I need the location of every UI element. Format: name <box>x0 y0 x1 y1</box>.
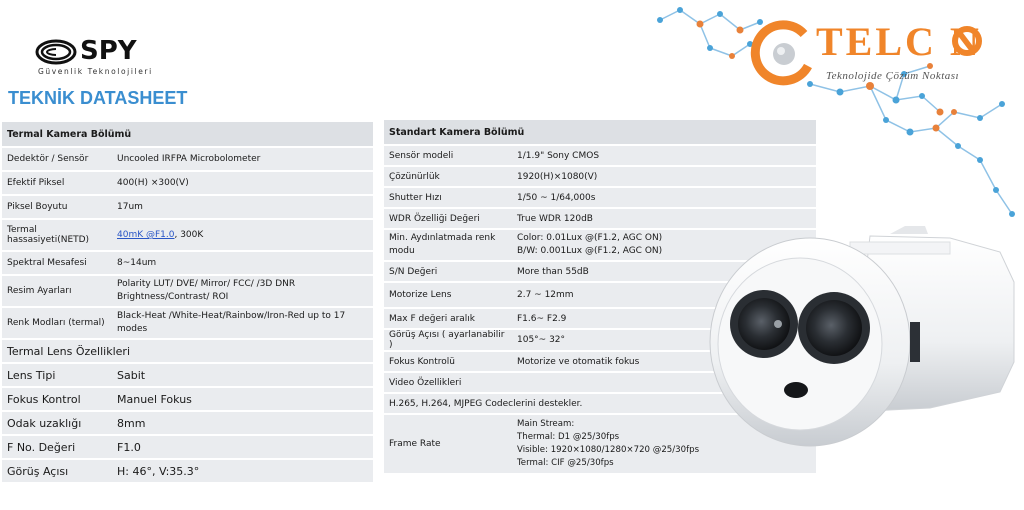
spec-label: Lens Tipi <box>2 364 112 386</box>
video-section-header: Video Özellikleri <box>384 373 816 392</box>
spec-label: Shutter Hızı <box>384 188 512 207</box>
spec-value: Polarity LUT/ DVE/ Mirror/ FCC/ /3D DNR Brightness/Contrast/ ROI <box>112 276 373 306</box>
table-row <box>2 172 373 194</box>
spec-value: F1.0 <box>112 436 373 458</box>
table-row <box>2 388 373 410</box>
spy-logo <box>34 36 164 80</box>
spec-label: Fokus Kontrol <box>2 388 112 410</box>
table-row <box>2 340 373 362</box>
spec-value: Manuel Fokus <box>112 388 373 410</box>
standard-header: Standart Kamera Bölümü <box>384 120 816 144</box>
telcon-brand-name: TELC N <box>816 19 982 64</box>
page-title: TEKNİK DATASHEET <box>8 88 188 108</box>
spec-label: Odak uzaklığı <box>2 412 112 434</box>
spec-label: Resim Ayarları <box>2 276 112 306</box>
spy-swirl-icon <box>34 38 78 66</box>
table-row <box>2 276 373 306</box>
thermal-header: Termal Kamera Bölümü <box>2 122 373 146</box>
frame-rate-line: Visible: 1920×1080/1280×720 @25/30fps <box>517 445 700 455</box>
spec-value: 1/50 ~ 1/64,000s <box>512 188 816 207</box>
spec-label: WDR Özelliği Değeri <box>384 209 512 228</box>
spec-label: Min. Aydınlatmada renk modu <box>384 230 512 260</box>
spec-value: 400(H) ×300(V) <box>112 172 373 194</box>
spec-label: S/N Değeri <box>384 262 512 281</box>
table-row <box>2 196 373 218</box>
spy-brand-name: SPY <box>80 36 137 66</box>
spec-value <box>112 220 373 250</box>
thermal-header-row <box>2 122 373 146</box>
table-row <box>2 148 373 170</box>
table-row <box>384 188 816 207</box>
telcon-swirl-icon <box>748 20 818 90</box>
spec-value: Motorize ve otomatik fokus <box>512 352 816 371</box>
spec-label: Termal hassasiyeti(NETD) <box>2 220 112 250</box>
thermal-spec-table <box>2 120 373 484</box>
spec-label: F No. Değeri <box>2 436 112 458</box>
netd-link[interactable]: 40mK @F1.0 <box>117 230 175 240</box>
spy-tagline: Güvenlik Teknolojileri <box>38 67 153 76</box>
spec-value: More than 55dB <box>512 262 816 281</box>
spec-label: Çözünürlük <box>384 167 512 186</box>
frame-rate-line: Thermal: D1 @25/30fps <box>517 432 620 442</box>
spec-value: H: 46°, V:35.3° <box>112 460 373 482</box>
table-row <box>2 436 373 458</box>
telcon-o-icon <box>950 24 984 58</box>
spec-label: Sensör modeli <box>384 146 512 165</box>
spec-value: 1920(H)×1080(V) <box>512 167 816 186</box>
spec-label: Motorize Lens <box>384 283 512 307</box>
spec-label: Dedektör / Sensör <box>2 148 112 170</box>
spec-label: Spektral Mesafesi <box>2 252 112 274</box>
spec-label: Renk Modları (termal) <box>2 308 112 338</box>
codec-text: H.265, H.264, MJPEG Codeclerini destekler. <box>384 394 816 413</box>
spec-value: 8mm <box>112 412 373 434</box>
spec-value: 105°~ 32° <box>512 330 816 350</box>
spec-label: Piksel Boyutu <box>2 196 112 218</box>
table-row <box>2 460 373 482</box>
spec-label: Fokus Kontrolü <box>384 352 512 371</box>
spec-label: Görüş Açısı ( ayarlanabilir ) <box>384 330 512 350</box>
spec-value: F1.6~ F2.9 <box>512 309 816 328</box>
spec-value: 2.7 ~ 12mm <box>512 283 816 307</box>
spec-value: Uncooled IRFPA Microbolometer <box>112 148 373 170</box>
spec-value: True WDR 120dB <box>512 209 816 228</box>
spec-value: Color: 0.01Lux @(F1.2, AGC ON) B/W: 0.001Lux @(F1.2, AGC ON) <box>512 230 816 260</box>
spec-value: Sabit <box>112 364 373 386</box>
table-row <box>2 220 373 250</box>
spec-value: Black-Heat /White-Heat/Rainbow/Iron-Red up to 17 modes <box>112 308 373 338</box>
lens-section-header: Termal Lens Özellikleri <box>2 340 373 362</box>
table-row <box>2 308 373 338</box>
spec-label: Max F değeri aralık <box>384 309 512 328</box>
telcon-slogan: Teknolojide Çözüm Noktası <box>826 70 960 82</box>
table-row <box>384 146 816 165</box>
frame-rate-label: Frame Rate <box>384 415 512 473</box>
spec-value: 8~14um <box>112 252 373 274</box>
table-row <box>2 364 373 386</box>
table-row <box>2 412 373 434</box>
netd-value-rest: , 300K <box>174 230 204 240</box>
spec-label: Görüş Açısı <box>2 460 112 482</box>
spec-value: 1/1.9" Sony CMOS <box>512 146 816 165</box>
spec-value: 17um <box>112 196 373 218</box>
spec-label: Efektif Piksel <box>2 172 112 194</box>
standard-header-row <box>384 120 816 144</box>
bullet-camera-image <box>700 212 1024 462</box>
table-row <box>2 252 373 274</box>
frame-rate-line: Main Stream: <box>517 419 575 429</box>
table-row <box>384 167 816 186</box>
frame-rate-line: Termal: CIF @25/30fps <box>517 458 614 468</box>
